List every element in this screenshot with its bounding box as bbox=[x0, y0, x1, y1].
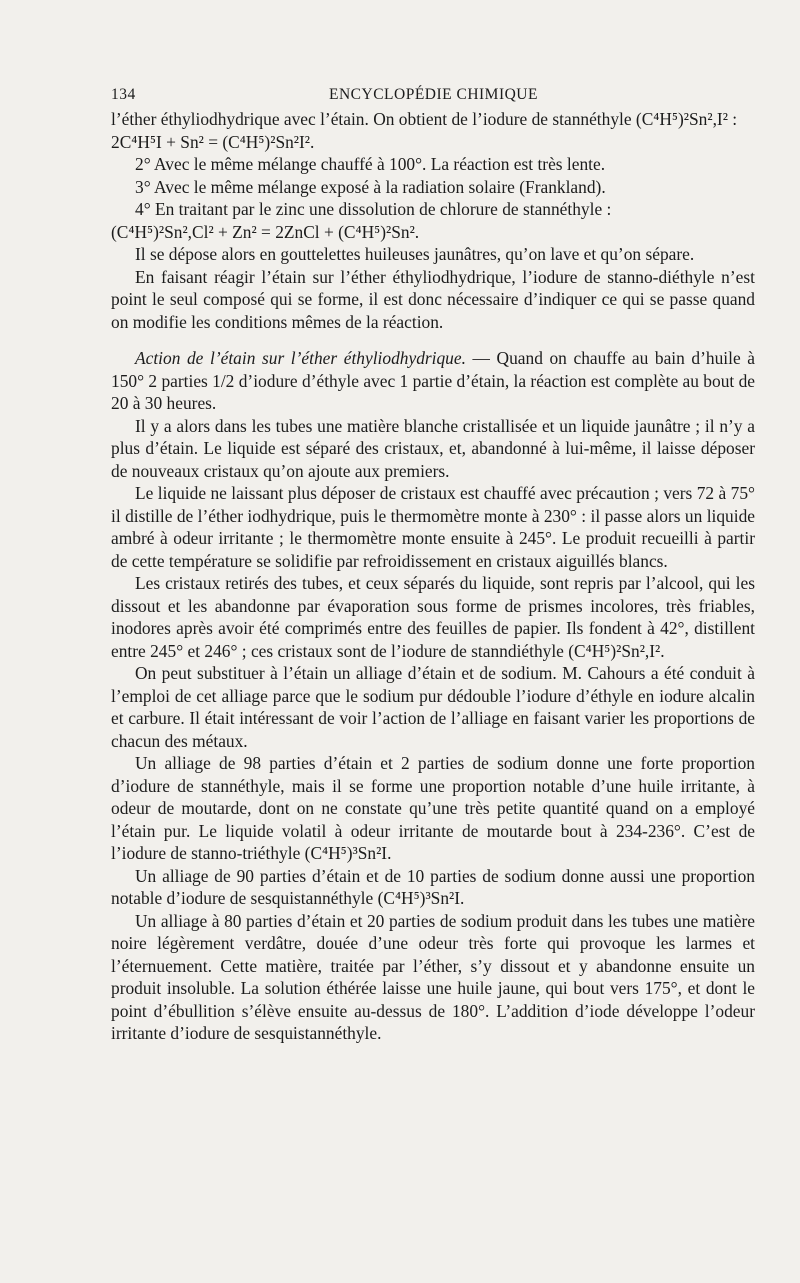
paragraph: Un alliage de 98 parties d’étain et 2 parties de sodium donne une forte proportion d’iodure de stannéthyle, mais il se forme une proportion notable d’une huile irritante, à odeur de moutarde, dont on ne constate qu’une très petite quantité quand on a employé l’étain pur. Le liquide volatil à odeur irritante de moutarde bout à 234-236°. C’est de l’iodure de stanno-triéthyle (C⁴H⁵)³Sn²I. bbox=[111, 753, 755, 863]
page-body bbox=[111, 108, 755, 1045]
paragraph: On peut substituer à l’étain un alliage d’étain et de sodium. M. Cahours a été conduit à l’emploi de cet alliage parce que le sodium pur dédouble l’iodure d’éthyle en iodure alcalin et carbure. Il était intéressant de voir l’action de l’alliage en faisant varier les proportions de chacun des métaux. bbox=[111, 663, 755, 751]
page-number: 134 bbox=[111, 86, 136, 103]
paragraph: Un alliage à 80 parties d’étain et 20 parties de sodium produit dans les tubes une matière noire légèrement verdâtre, douée d’une odeur très forte qui provoque les larmes et l’éternuement. Cette matière, traitée par l’éther, s’y dissout et y abandonne ensuite un produit insoluble. La solution éthérée laisse une huile jaune, qui bout vers 175°, et dont le point d’ébullition s’élève ensuite au-dessus de 180°. L’addition d’iode développe l’odeur irritante d’iodure de sesquistannéthyle. bbox=[111, 910, 755, 1043]
paragraph: En faisant réagir l’étain sur l’éther éthyliodhydrique, l’iodure de stanno-diéthyle n’est point le seul composé qui se forme, il est donc nécessaire d’indiquer ce qui se passe quand on modifie les conditions mêmes de la réaction. bbox=[111, 266, 755, 332]
paragraph: Le liquide ne laissant plus déposer de cristaux est chauffé avec précaution ; vers 72 à 75° il distille de l’éther iodhydrique, puis le thermomètre monte à 230° : il passe alors un liquide ambré à odeur irritante ; le thermomètre monte ensuite à 245°. Le produit recueilli à partir de cette température se solidifie par refroidissement en cristaux aiguillés blancs. bbox=[111, 483, 755, 571]
chemical-equation: (C⁴H⁵)²Sn²,Cl² + Zn² = 2ZnCl + (C⁴H⁵)²Sn². bbox=[111, 221, 420, 242]
paragraph: Les cristaux retirés des tubes, et ceux séparés du liquide, sont repris par l’alcool, qui les dissout et les abandonne par évaporation sous forme de prismes incolores, très friables, inodores après avoir été comprimés entre des feuilles de papier. Ils fondent à 42°, distillent entre 245° et 246° ; ces cristaux sont de l’iodure de stanndiéthyle (C⁴H⁵)²Sn²,I². bbox=[111, 573, 755, 661]
section-paragraph bbox=[111, 347, 755, 415]
paragraph: 4° En traitant par le zinc une dissolution de chlorure de stannéthyle : bbox=[135, 199, 612, 219]
section-title: Action de l’étain sur l’éther éthyliodhydrique. bbox=[135, 348, 466, 368]
paragraph: 2° Avec le même mélange chauffé à 100°. La réaction est très lente. bbox=[135, 154, 606, 174]
paragraph: Il se dépose alors en gouttelettes huileuses jaunâtres, qu’on lave et qu’on sépare. bbox=[135, 244, 695, 264]
paragraph: Un alliage de 90 parties d’étain et de 10 parties de sodium donne aussi une proportion notable d’iodure de sesquistannéthyle (C⁴H⁵)³Sn²I. bbox=[111, 865, 755, 908]
paragraph: Il y a alors dans les tubes une matière blanche cristallisée et un liquide jaunâtre ; il n’y a plus d’étain. Le liquide est séparé des cristaux, et, abandonné à lui-même, il laisse déposer de nouveaux cristaux qu’on ajoute aux premiers. bbox=[111, 415, 755, 481]
running-title: ENCYCLOPÉDIE CHIMIQUE bbox=[329, 86, 538, 103]
section-text: — Quand on chauffe au bain d’huile à 150° 2 parties 1/2 d’iodure d’éthyle avec 1 partie d’étain, la réaction est complète au bout de 20 à 30 heures. bbox=[111, 348, 755, 413]
chemical-equation: 2C⁴H⁵I + Sn² = (C⁴H⁵)²Sn²I². bbox=[111, 131, 315, 152]
paragraph: l’éther éthyliodhydrique avec l’étain. On obtient de l’iodure de stannéthyle (C⁴H⁵)²Sn²,I² : bbox=[111, 109, 738, 129]
paragraph: 3° Avec le même mélange exposé à la radiation solaire (Frankland). bbox=[135, 176, 606, 197]
